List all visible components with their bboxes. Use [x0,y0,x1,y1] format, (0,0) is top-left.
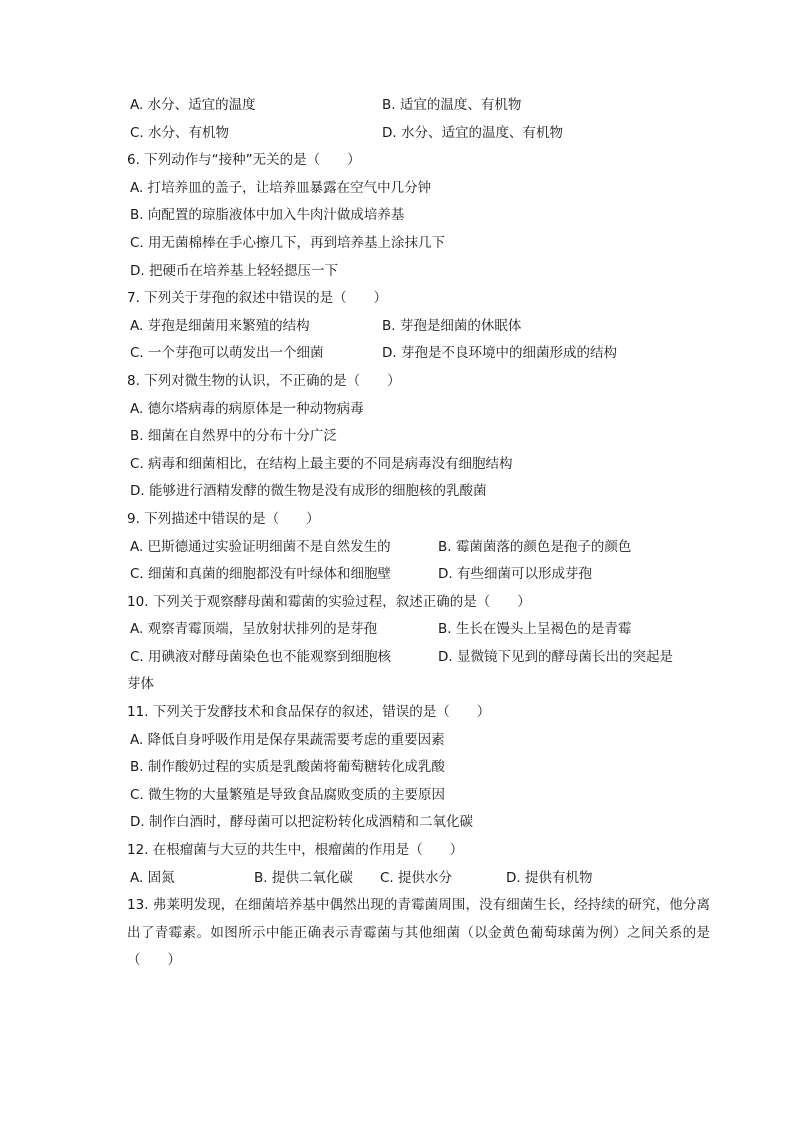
q7-option-d[interactable]: D. 芽孢是不良环境中的细菌形成的结构 [382,345,617,362]
q5-option-c[interactable]: C. 水分、有机物 [130,124,230,141]
q10-stem: 10. 下列关于观察酵母菌和霉菌的实验过程，叙述正确的是（ ） [127,593,531,610]
q9-option-c[interactable]: C. 细菌和真菌的细胞都没有叶绿体和细胞壁 [130,566,392,583]
q5-option-d[interactable]: D. 水分、适宜的温度、有机物 [382,124,563,141]
q8-option-c[interactable]: C. 病毒和细菌相比，在结构上最主要的不同是病毒没有细胞结构 [130,455,513,472]
q7-option-a[interactable]: A. 芽孢是细菌用来繁殖的结构 [130,317,310,334]
q6-option-c[interactable]: C. 用无菌棉棒在手心擦几下，再到培养基上涂抹几下 [130,234,446,251]
q12-stem: 12. 在根瘤菌与大豆的共生中，根瘤菌的作用是（ ） [127,842,464,859]
q7-stem: 7. 下列关于芽孢的叙述中错误的是（ ） [127,290,388,307]
q8-option-a[interactable]: A. 德尔塔病毒的病原体是一种动物病毒 [130,400,364,417]
q11-stem: 11. 下列关于发酵技术和食品保存的叙述，错误的是（ ） [127,704,491,721]
q9-stem: 9. 下列描述中错误的是（ ） [127,510,320,527]
q8-option-b[interactable]: B. 细菌在自然界中的分布十分广泛 [130,428,337,445]
q13-stem: 13. 弗莱明发现，在细菌培养基中偶然出现的青霉菌周围，没有细菌生长，经持续的研究，他分离出了青霉素。如图所示中能正确表示青霉菌与其他细菌（以金黄色葡萄球菌为例）之间关系的是（ ） [127,897,710,969]
q5-option-a[interactable]: A. 水分、适宜的温度 [130,97,256,113]
q11-option-d[interactable]: D. 制作白酒时，酵母菌可以把淀粉转化成酒精和二氧化碳 [130,814,473,831]
q10-options-row-2 [130,644,710,672]
q9-options-row-1 [130,534,710,562]
q9-option-a[interactable]: A. 巴斯德通过实验证明细菌不是自然发生的 [130,538,391,555]
q9-option-b[interactable]: B. 霉菌菌落的颜色是孢子的颜色 [438,538,632,555]
q12-option-a[interactable]: A. 固氮 [130,869,175,886]
q12-option-b[interactable]: B. 提供二氧化碳 [254,869,353,886]
q7-options-row-1 [130,313,710,341]
q10-option-b[interactable]: B. 生长在馒头上呈褐色的是青霉 [438,621,632,638]
q5-options-row-2 [130,120,710,148]
q11-option-b[interactable]: B. 制作酸奶过程的实质是乳酸菌将葡萄糖转化成乳酸 [130,759,445,776]
q10-option-d[interactable]: D. 显微镜下见到的酵母菌长出的突起是 [438,648,673,665]
q8-stem: 8. 下列对微生物的认识，不正确的是（ ） [127,372,401,389]
q10-options-row-1 [130,616,710,644]
q10-option-d-continuation: 芽体 [127,676,154,693]
q5-options-row-1 [130,92,710,120]
q5-option-b[interactable]: B. 适宜的温度、有机物 [382,97,522,113]
q12-option-d[interactable]: D. 提供有机物 [506,869,593,886]
q11-option-c[interactable]: C. 微生物的大量繁殖是导致食品腐败变质的主要原因 [130,786,446,803]
q9-options-row-2 [130,561,710,589]
q11-option-a[interactable]: A. 降低自身呼吸作用是保存果蔬需要考虑的重要因素 [130,731,445,748]
q7-option-c[interactable]: C. 一个芽孢可以萌发出一个细菌 [130,345,324,362]
q10-option-a[interactable]: A. 观察青霉顶端，呈放射状排列的是芽孢 [130,621,378,638]
q12-options-row [130,865,710,893]
exam-page [127,92,710,975]
q6-option-b[interactable]: B. 向配置的琼脂液体中加入牛肉汁做成培养基 [130,207,405,224]
q12-option-c[interactable]: C. 提供水分 [380,869,453,886]
q7-options-row-2 [130,340,710,368]
q6-option-a[interactable]: A. 打培养皿的盖子，让培养皿暴露在空气中几分钟 [130,179,432,196]
q8-option-d[interactable]: D. 能够进行酒精发酵的微生物是没有成形的细胞核的乳酸菌 [130,483,487,500]
q10-option-c[interactable]: C. 用碘液对酵母菌染色也不能观察到细胞核 [130,648,392,665]
q6-stem: 6. 下列动作与“接种”无关的是（ ） [127,152,361,169]
q9-option-d[interactable]: D. 有些细菌可以形成芽孢 [438,566,592,583]
q7-option-b[interactable]: B. 芽孢是细菌的休眠体 [382,317,522,334]
q6-option-d[interactable]: D. 把硬币在培养基上轻轻摁压一下 [130,262,338,279]
